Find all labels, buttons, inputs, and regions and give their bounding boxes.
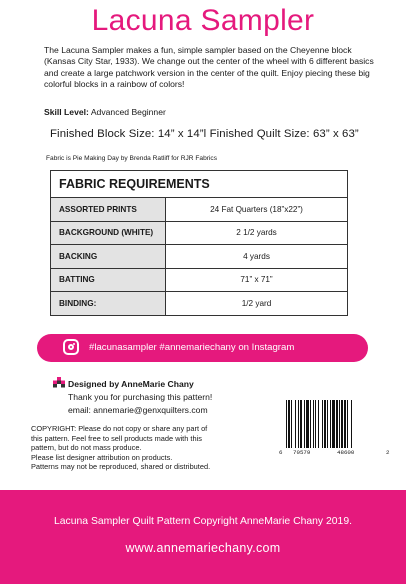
barcode-digit-group: 70579 — [293, 449, 311, 456]
row-label: BINDING: — [51, 292, 166, 316]
table-row — [51, 198, 348, 222]
fabric-note: Fabric is Pie Making Day by Brenda Ratliff for RJR Fabrics — [46, 155, 218, 162]
designer-name: Designed by AnneMarie Chany — [68, 379, 194, 389]
intro-paragraph: The Lacuna Sampler makes a fun, simple sampler based on the Cheyenne block (Kansas City Star, 1933). We change out the center of the wheel with 6 different basics and create a large patchwork version in the center of the quilt. Enjoy piecing these big colorful blocks in a rainbow of colors! — [44, 45, 374, 90]
skill-level-value: Advanced Beginner — [90, 107, 166, 117]
copyright-line: Patterns may not be reproduced, shared or distributed. — [31, 462, 211, 472]
row-label: ASSORTED PRINTS — [51, 198, 166, 222]
page-title: Lacuna Sampler — [91, 4, 315, 37]
copyright-notice — [31, 424, 271, 472]
table-row — [51, 245, 348, 269]
website-link[interactable]: www.annemariechany.com — [125, 541, 281, 555]
footer-band — [0, 490, 406, 584]
footer-copyright: Lacuna Sampler Quilt Pattern Copyright AnneMarie Chany 2019. — [53, 516, 353, 527]
row-label: BATTING — [51, 268, 166, 292]
copyright-line: Please list designer attribution on products. — [31, 452, 173, 462]
instagram-icon — [63, 339, 79, 355]
table-heading: FABRIC REQUIREMENTS — [51, 171, 348, 198]
designer-info — [68, 378, 212, 417]
instagram-text: #lacunasampler #annemariechany on Instagram — [89, 342, 295, 353]
row-label: BACKGROUND (WHITE) — [51, 221, 166, 245]
quilt-block-logo-icon — [52, 377, 66, 388]
fabric-requirements-table — [50, 170, 348, 316]
row-value: 2 1/2 yards — [166, 221, 348, 245]
row-label: BACKING — [51, 245, 166, 269]
table-row — [51, 268, 348, 292]
skill-level-label: Skill Level: — [44, 107, 89, 117]
row-value: 4 yards — [166, 245, 348, 269]
designer-email[interactable]: email: annemarie@genxquilters.com — [68, 405, 208, 415]
skill-level — [44, 107, 166, 117]
instagram-banner[interactable] — [37, 334, 368, 362]
barcode-digit-group: 2 — [386, 449, 390, 456]
copyright-line: pattern, but do not mass produce. — [31, 443, 142, 453]
copyright-line: this pattern. Feel free to sell products made with this — [31, 433, 202, 443]
thanks-text: Thank you for purchasing this pattern! — [68, 392, 213, 402]
copyright-line: COPYRIGHT: Please do not copy or share any part of — [31, 424, 208, 433]
barcode-digit-group: 48600 — [337, 449, 355, 456]
finished-sizes: Finished Block Size: 14” x 14”l Finished Quilt Size: 63” x 63” — [50, 128, 359, 140]
table-row — [51, 221, 348, 245]
barcode-digit-group: 6 — [279, 449, 283, 456]
row-value: 24 Fat Quarters (18”x22”) — [166, 198, 348, 222]
row-value: 71” x 71” — [166, 268, 348, 292]
table-row — [51, 292, 348, 316]
row-value: 1/2 yard — [166, 292, 348, 316]
